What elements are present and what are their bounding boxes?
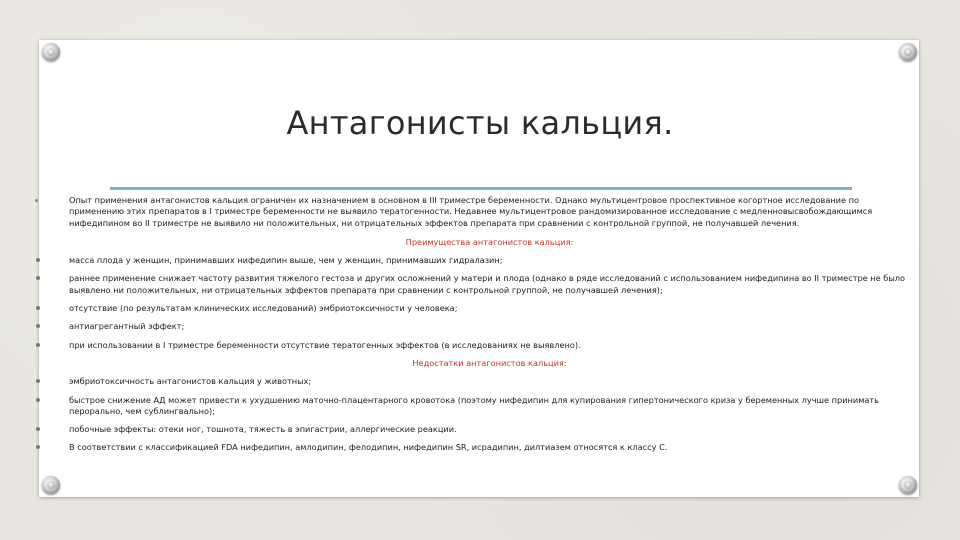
bullet-icon [36,258,40,262]
slide-title: Антагонисты кальция. [286,104,674,142]
list-item: при использовании в I триместре беременности отсутствие тератогенных эффектов (в исследованиях не выявлено). [35,340,910,351]
bullet-icon [36,276,40,280]
list-item: раннее применение снижает частоту развития тяжелого гестоза и других осложнений у матери и плода (однако в ряде исследований с использованием нифедипина во II триместре не было выявлено ни положительных, ни отрицательных эффектов препарата при сравнении с контрольной группой, не получавшей лечения); [35,273,910,296]
slide-content [35,195,910,461]
list-item: побочные эффекты: отеки ног, тошнота, тяжесть в эпигастрии, аллергические реакции. [35,424,910,435]
list-item: быстрое снижение АД может привести к ухудшению маточно-плацентарного кровотока (поэтому нифедипин для купирования гипертонического криза у беременных лучше принимать перорально, чем сублингвально); [35,395,910,418]
list-item: отсутствие (по результатам клинических исследований) эмбриотоксичности у человека; [35,303,910,314]
bullet-icon [36,306,40,310]
list-item: антиагрегантный эффект; [35,321,910,332]
advantages-heading: Преимущества антагонистов кальция: [405,236,574,247]
bullet-icon [36,324,40,328]
bullet-icon [36,379,40,383]
pin-icon [899,476,917,494]
pin-icon [42,476,60,494]
bullet-icon [36,343,40,347]
bullet-icon [35,199,38,202]
title-underline [110,187,852,190]
list-item: эмбриотоксичность антагонистов кальция у животных; [35,376,910,387]
pin-icon [899,43,917,61]
intro-text: Опыт применения антагонистов кальция ограничен их назначением в основном в III триместре беременности. Однако мультицентровое проспективное когортное исследование по применению этих препаратов в I триместре беременности не выявило тератогенности. Недавнее мультицентровое рандомизированное исследование с медленновысвобождающимся нифедипином во II триместре не выявило ни положительных, ни отрицательных эффектов препарата при сравнении с контрольной группой, не получавшей лечения. [69,195,873,228]
disadvantages-heading: Недостатки антагонистов кальция: [412,357,567,368]
pin-icon [42,43,60,61]
list-item: В соответствии с классификацией FDA нифедипин, амлодипин, фелодипин, нифедипин SR, исрадипин, дилтиазем относятся к классу С. [35,442,910,453]
bullet-icon [36,427,40,431]
list-item: масса плода у женщин, принимавших нифедипин выше, чем у женщин, принимавших гидралазин; [35,255,910,266]
bullet-icon [36,398,40,402]
intro-paragraph [35,195,910,229]
bullet-icon [36,445,40,449]
